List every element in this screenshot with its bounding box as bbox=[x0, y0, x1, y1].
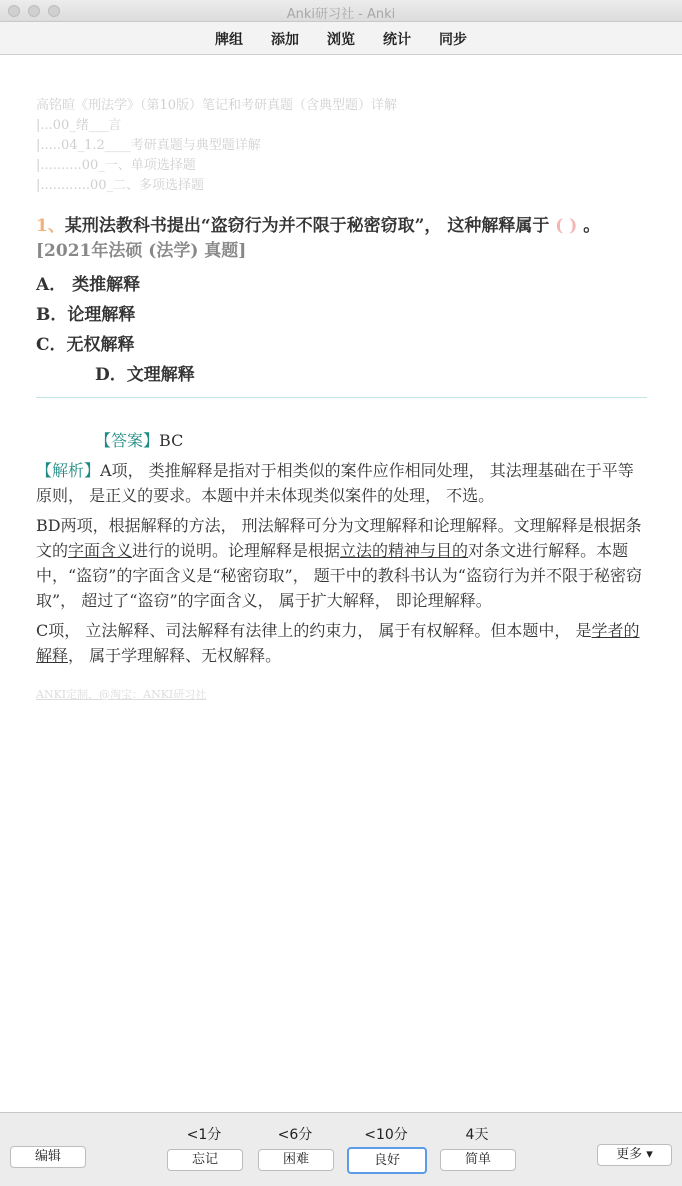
option-d: D．文理解释 bbox=[95, 365, 195, 385]
edit-button[interactable]: 编辑 bbox=[10, 1146, 86, 1168]
toolbar-add[interactable]: 添加 bbox=[271, 32, 299, 48]
deck-path-line: |...00_绪___言 bbox=[36, 118, 122, 133]
question-number: 1、 bbox=[36, 216, 65, 236]
more-button[interactable]: 更多 ▾ bbox=[597, 1144, 672, 1166]
analysis-text: 进行的说明。论理解释是根据 bbox=[132, 541, 341, 560]
option-b: B．论理解释 bbox=[36, 305, 136, 325]
analysis-paragraph-3 bbox=[36, 618, 647, 668]
question bbox=[36, 214, 647, 264]
toolbar-decks[interactable]: 牌组 bbox=[215, 32, 243, 48]
answer-value: BC bbox=[159, 431, 184, 450]
main-toolbar bbox=[0, 22, 682, 55]
option-a: A． 类推解释 bbox=[36, 275, 141, 295]
analysis-label: 【解析】 bbox=[36, 461, 101, 480]
analysis-paragraph-2 bbox=[36, 513, 647, 613]
deck-path-line: |............00_二、多项选择题 bbox=[36, 178, 205, 193]
answer-bar bbox=[0, 1112, 682, 1186]
credit-link[interactable]: ANKI定制，@淘宝：ANKI研习社 bbox=[36, 688, 207, 701]
good-button[interactable]: 良好 bbox=[347, 1147, 427, 1174]
analysis-text: BD两项，根据解释的方法， 刑法解释可分为文理解释和论理解释。文理解释是根据条文的 bbox=[36, 516, 642, 560]
card-content bbox=[36, 56, 647, 1110]
deck-path bbox=[36, 96, 647, 196]
question-source: [2021年法硕 (法学) 真题] bbox=[36, 241, 247, 261]
deck-path-line: 高铭暄《刑法学》（第10版）笔记和考研真题（含典型题）详解 bbox=[36, 98, 398, 113]
again-button[interactable]: 忘记 bbox=[167, 1149, 243, 1171]
options-list bbox=[36, 270, 647, 390]
question-text: 某刑法教科书提出“盗窃行为并不限于秘密窃取”， 这种解释属于 bbox=[64, 216, 550, 236]
interval-again: <1分 bbox=[186, 1127, 222, 1143]
answer-divider bbox=[36, 397, 647, 398]
interval-hard: <6分 bbox=[277, 1127, 313, 1143]
analysis-text: C项， 立法解释、司法解释有法律上的约束力， 属于有权解释。但本题中， 是 bbox=[36, 621, 592, 640]
window-title: Anki研习社 - Anki bbox=[286, 7, 396, 22]
analysis-text: ， 属于学理解释、无权解释。 bbox=[68, 646, 282, 665]
question-blank: ( ) bbox=[555, 216, 578, 236]
analysis-underline: 立法的精神与目的 bbox=[340, 541, 469, 560]
hard-button[interactable]: 困难 bbox=[258, 1149, 334, 1171]
deck-path-line: |..........00_一、单项选择题 bbox=[36, 158, 196, 173]
interval-good: <10分 bbox=[364, 1127, 408, 1143]
analysis-underline: 学者的解释 bbox=[36, 621, 640, 665]
toolbar-stats[interactable]: 统计 bbox=[383, 32, 411, 48]
analysis-p1: A项， 类推解释是指对于相类似的案件应作相同处理， 其法理基础在于平等原则， 是正义的要求。本题中并未体现类似案件的处理， 不选。 bbox=[36, 461, 634, 505]
question-end: 。 bbox=[583, 216, 601, 236]
option-c: C．无权解释 bbox=[36, 335, 135, 355]
toolbar-browse[interactable]: 浏览 bbox=[327, 32, 355, 48]
easy-button[interactable]: 简单 bbox=[440, 1149, 516, 1171]
answer-label: 【答案】 bbox=[95, 431, 160, 450]
analysis-underline: 字面含义 bbox=[68, 541, 133, 560]
interval-easy: 4天 bbox=[465, 1127, 489, 1143]
analysis-text: 对条文进行解释。本题中，“盗窃”的字面含义是“秘密窃取”， 题干中的教科书认为“盗窃行为并不限于秘密窃取”， 超过了“盗窃”的字面含义， 属于扩大解释， 即论理解释。 bbox=[36, 541, 642, 610]
answer bbox=[36, 430, 647, 452]
deck-path-line: |.....04_1.2____考研真题与典型题详解 bbox=[36, 138, 261, 153]
title-bar bbox=[0, 0, 682, 22]
analysis-paragraph-1 bbox=[36, 458, 647, 508]
toolbar-sync[interactable]: 同步 bbox=[439, 32, 467, 48]
